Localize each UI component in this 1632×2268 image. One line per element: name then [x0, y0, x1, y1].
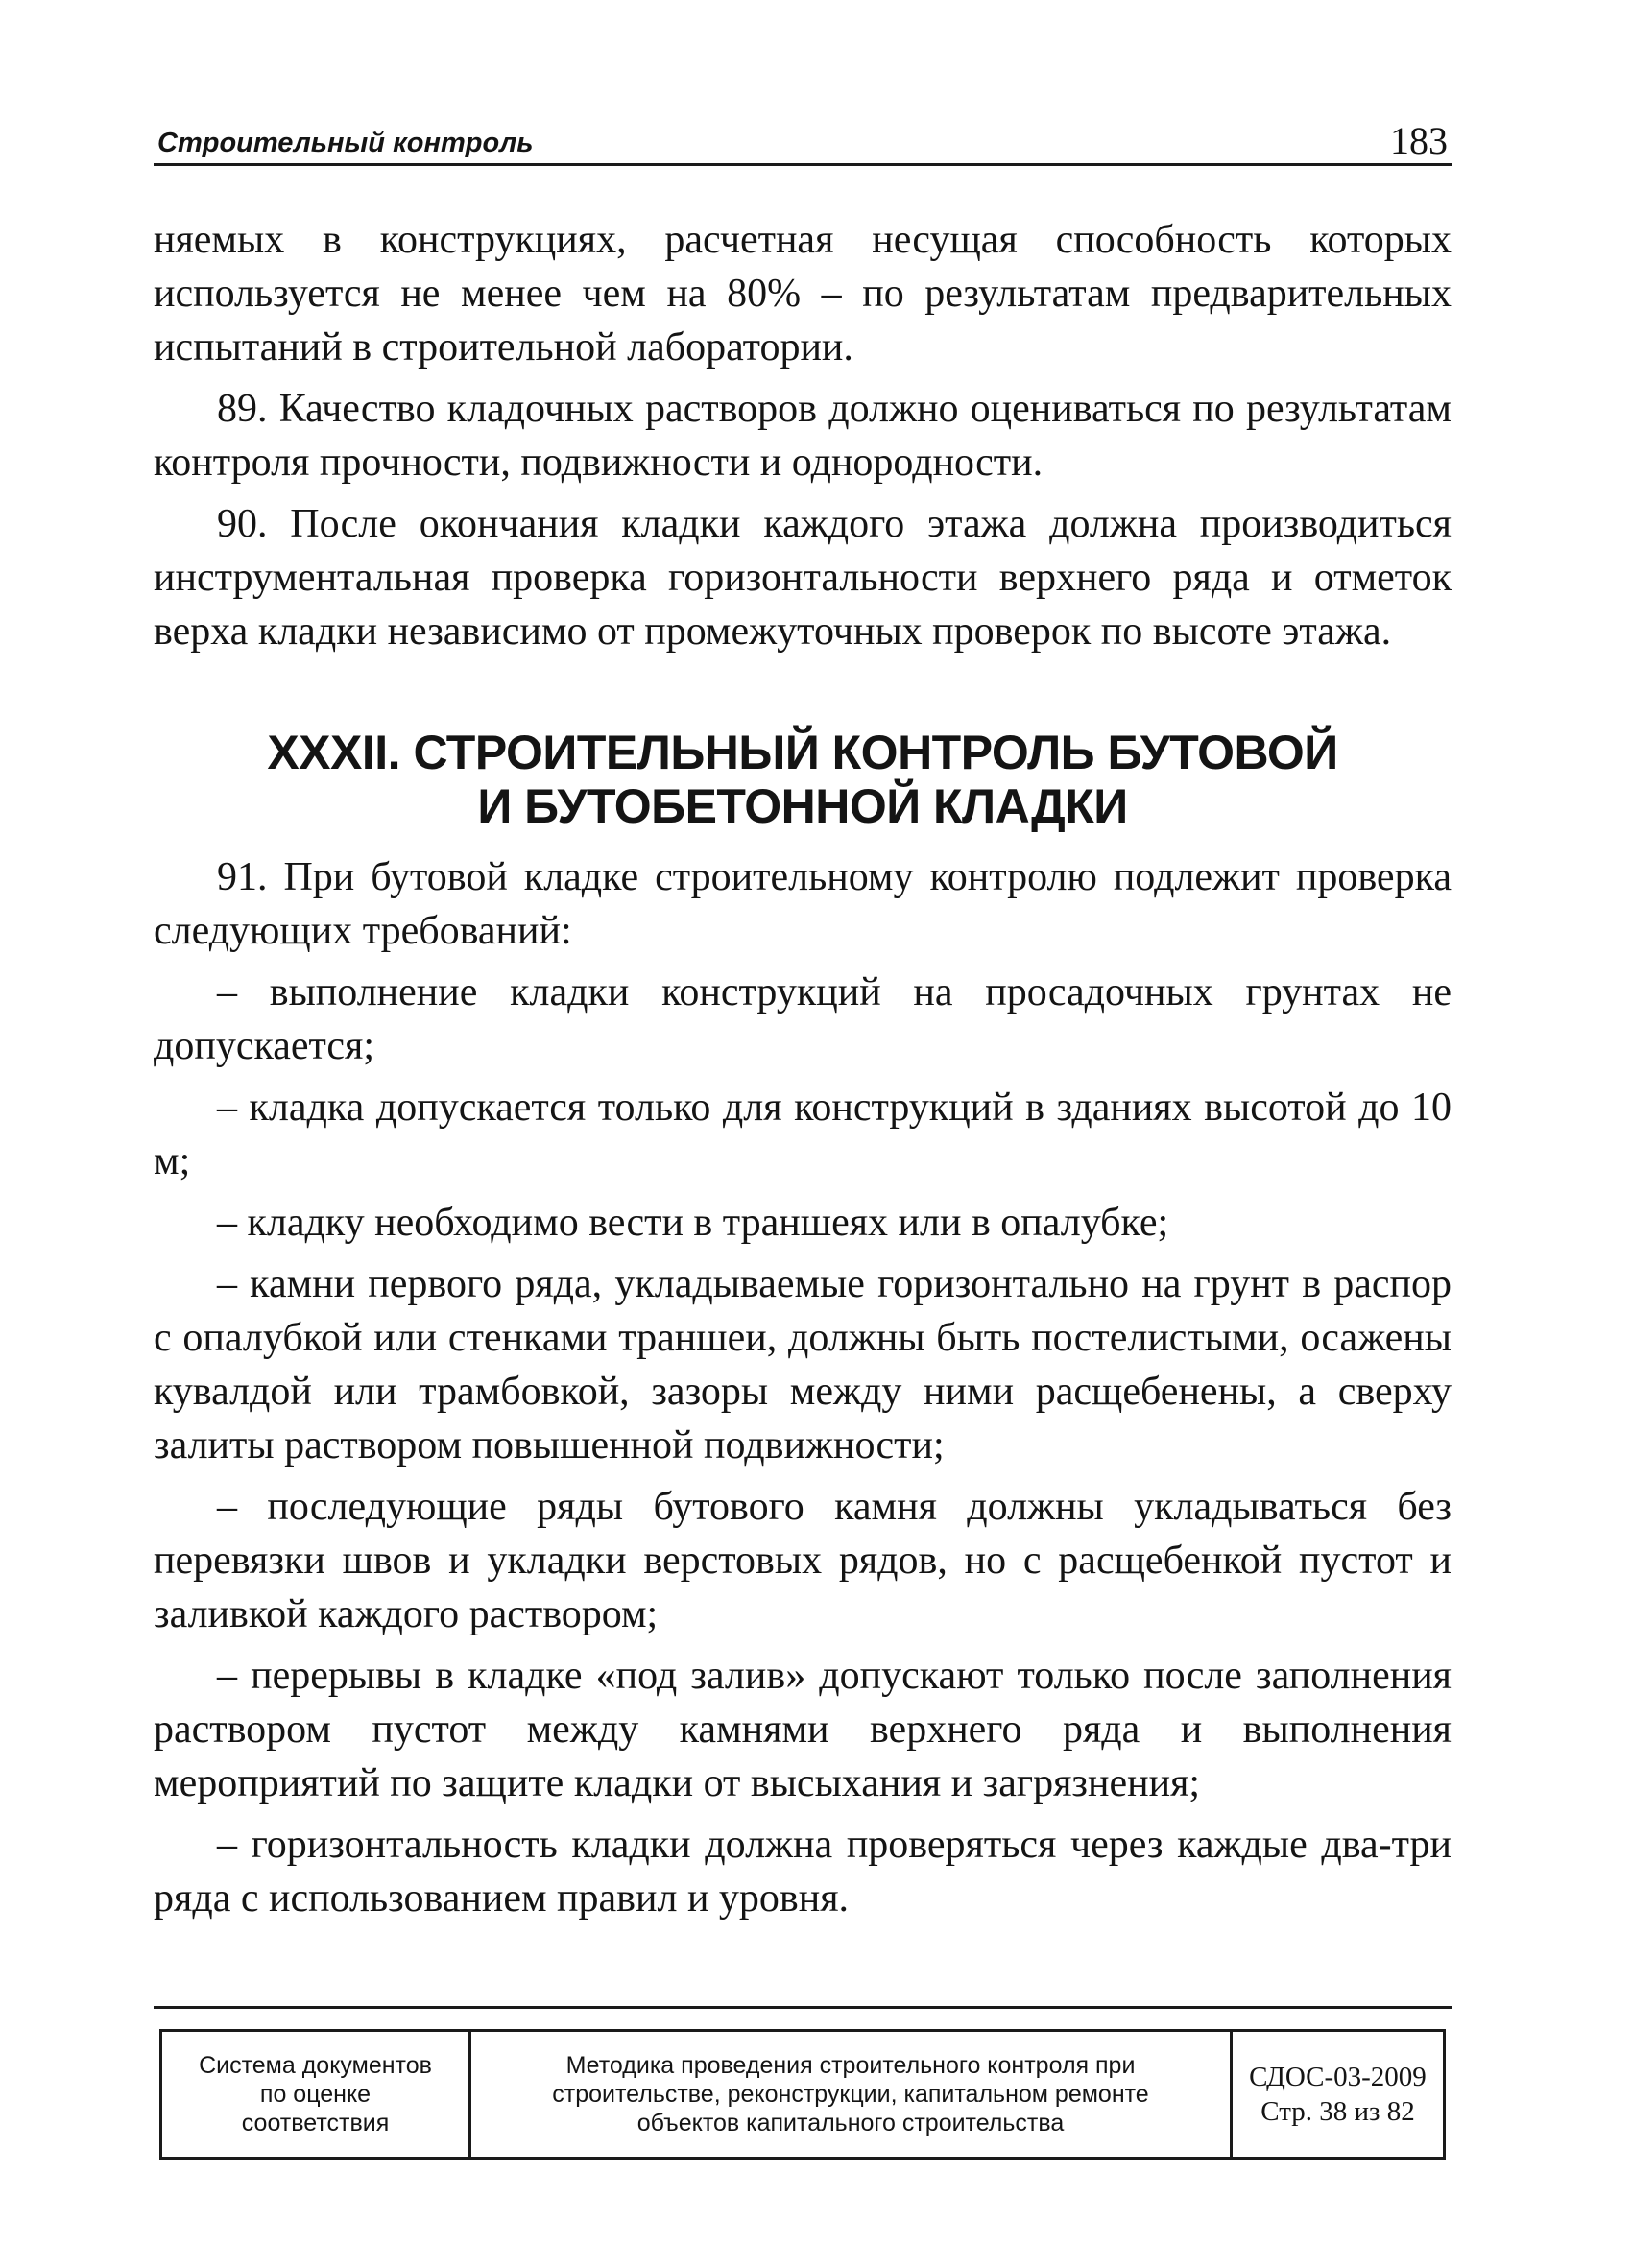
section-title-line-2: И БУТОБЕТОННОЙ КЛАДКИ: [477, 779, 1128, 833]
section-title-line-1: XXXII. СТРОИТЕЛЬНЫЙ КОНТРОЛЬ БУТОВОЙ: [267, 726, 1338, 779]
running-title: Строительный контроль: [157, 128, 534, 158]
list-item: – выполнение кладки конструкций на просадочных грунтах не допускается;: [154, 970, 1452, 1068]
footer-left-line: по оценке: [259, 2081, 372, 2108]
footer-document-code: СДОС-03-2009: [1249, 2062, 1427, 2092]
footer-cell-document-title: [471, 2032, 1233, 2157]
footer-page-count: Стр. 38 из 82: [1260, 2096, 1415, 2127]
footer-cell-document-code: [1233, 2032, 1443, 2157]
section-title: [154, 726, 1452, 833]
footer-middle-line: Методика проведения строительного контроля при: [565, 2052, 1136, 2079]
footer-left-line: Система документов: [199, 2052, 432, 2079]
footer-middle-line: объектов капитального строительства: [636, 2110, 1065, 2137]
list-item: – кладка допускается только для конструкций в зданиях высотой до 10 м;: [154, 1086, 1452, 1183]
page-body: [154, 213, 1452, 1925]
page-header: [154, 107, 1452, 166]
list-item: – камни первого ряда, укладываемые горизонтально на грунт в распор с опалубкой или стенками траншеи, должны быть постелистыми, осажены кувалдой или трамбовкой, зазоры между ними расщебенены, а сверху залиты раствором повышенной подвижности;: [154, 1262, 1452, 1468]
footer-left-line: соответствия: [241, 2110, 390, 2137]
footer-middle-line: строительстве, реконструкции, капитальном ремонте: [552, 2081, 1149, 2108]
paragraph-90: 90. После окончания кладки каждого этажа должна производиться инструментальная проверка горизонтальности верхнего ряда и отметок верха кладки независимо от промежуточных проверок по высоте этажа.: [154, 502, 1452, 654]
paragraph-continuation: няемых в конструкциях, расчетная несущая способность которых используется не менее чем на 80% – по результатам предварительных испытаний в строительной лаборатории.: [154, 218, 1452, 370]
paragraph-91: 91. При бутовой кладке строительному контролю подлежит проверка следующих требований:: [154, 855, 1452, 953]
list-item: – перерывы в кладке «под залив» допускают только после заполнения раствором пустот между камнями верхнего ряда и выполнения мероприятий по защите кладки от высыхания и загрязнения;: [154, 1654, 1452, 1805]
list-item: – кладку необходимо вести в траншеях или в опалубке;: [217, 1201, 1169, 1245]
page-number: 183: [1390, 119, 1448, 162]
footer-cell-system: [162, 2032, 471, 2157]
footer-table: [159, 2029, 1446, 2160]
footer-divider: [154, 2006, 1452, 2009]
paragraph-89: 89. Качество кладочных растворов должно оцениваться по результатам контроля прочности, подвижности и однородности.: [154, 387, 1452, 485]
list-item: – последующие ряды бутового камня должны укладываться без перевязки швов и укладки верстовых рядов, но с расщебенкой пустот и заливкой каждого раствором;: [154, 1485, 1452, 1636]
list-item: – горизонтальность кладки должна проверяться через каждые два-три ряда с использованием правил и уровня.: [154, 1823, 1452, 1921]
